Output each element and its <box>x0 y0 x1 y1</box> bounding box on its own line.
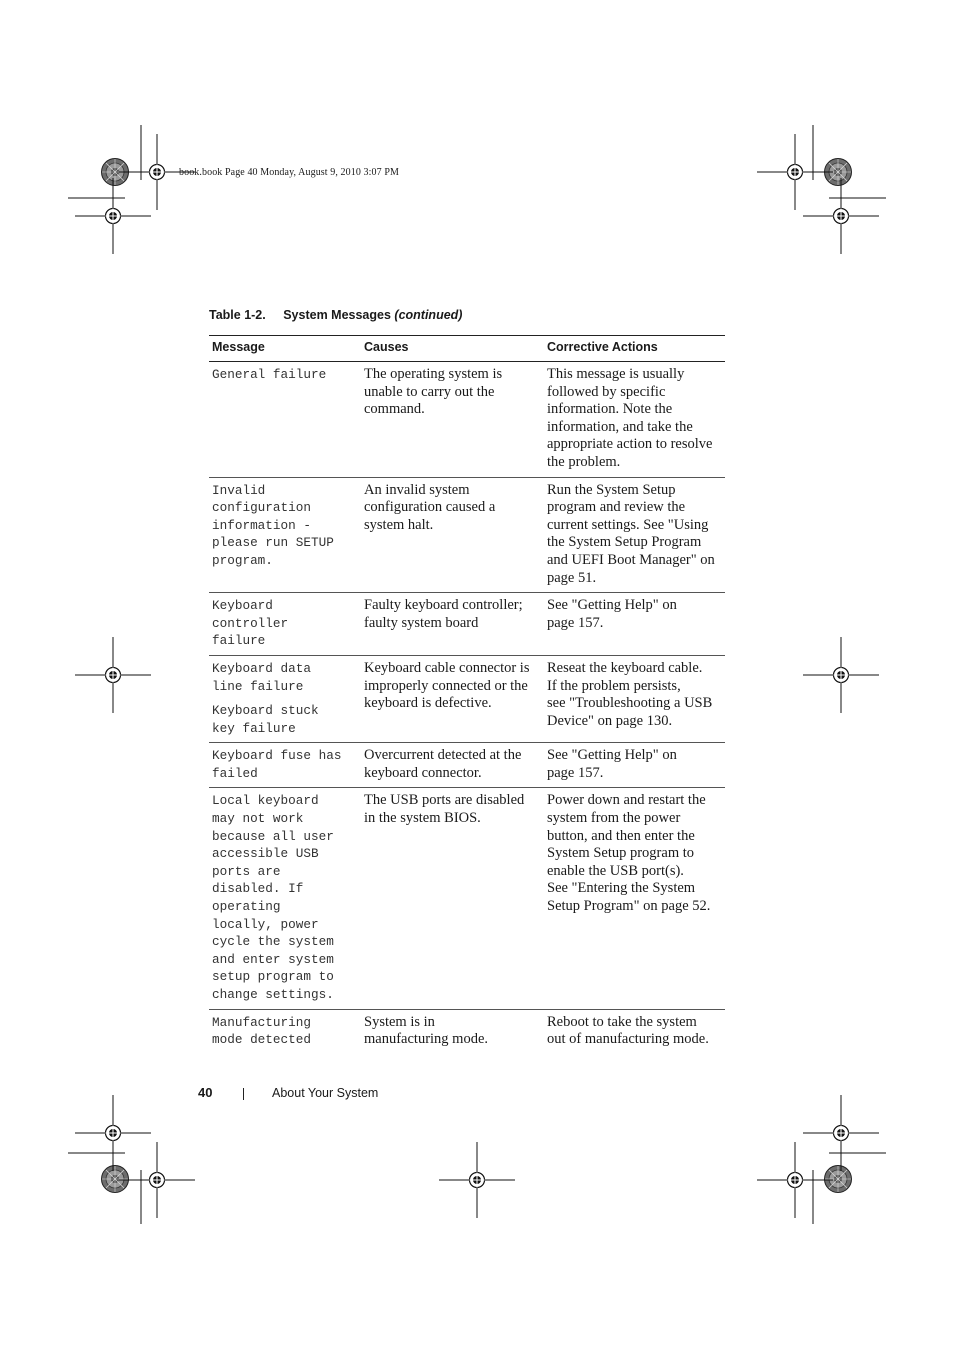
message-line: mode detected <box>212 1032 311 1048</box>
actions-line: information. Note the <box>547 401 673 418</box>
actions-line: information, and take the <box>547 418 693 435</box>
table-header-row <box>209 336 725 362</box>
system-messages-table <box>209 335 725 1054</box>
actions-line: Power down and restart the <box>547 792 706 809</box>
causes-line: The operating system is <box>364 366 503 382</box>
message-line: controller <box>212 615 289 631</box>
message-line: Keyboard <box>212 598 273 614</box>
actions-line: Setup Program" on page 52. <box>547 898 711 915</box>
message-line: please run SETUP <box>212 535 334 551</box>
message-line: ports are <box>212 863 281 879</box>
causes-line: manufacturing mode. <box>364 1031 489 1048</box>
actions-line: page 157. <box>547 614 604 631</box>
message-line: Keyboard fuse has <box>212 748 342 764</box>
message-line: may not work <box>212 811 304 827</box>
message-line: Local keyboard <box>212 793 319 809</box>
causes-line: The USB ports are disabled <box>364 792 525 809</box>
actions-line: the System Setup Program <box>547 534 702 551</box>
actions-line: System Setup program to <box>547 845 695 862</box>
actions-line: appropriate action to resolve <box>547 436 713 453</box>
message-line: Manufacturing <box>212 1014 311 1030</box>
print-header: book.book Page 40 Monday, August 9, 2010 3:07 PM <box>179 167 399 178</box>
corrective-actions-cell <box>544 593 725 656</box>
table-row <box>209 477 725 593</box>
message-line: locally, power <box>212 916 319 932</box>
causes-line: unable to carry out the <box>364 383 495 400</box>
causes-line: configuration caused a <box>364 499 496 516</box>
table-caption <box>209 308 462 322</box>
column-header-message: Message <box>209 336 361 362</box>
table-caption-label: Table 1-2. <box>209 308 266 322</box>
message-line: failed <box>212 765 258 781</box>
table-row <box>209 593 725 656</box>
footer-section-title: About Your System <box>272 1086 379 1100</box>
causes-cell <box>361 655 544 742</box>
table-row <box>209 655 725 742</box>
actions-line: out of manufacturing mode. <box>547 1031 709 1048</box>
causes-cell <box>361 362 544 478</box>
actions-line: See "Getting Help" on <box>547 597 677 614</box>
message-line: Invalid <box>212 482 266 498</box>
message-cell <box>209 362 361 478</box>
table-body <box>209 362 725 1054</box>
message-cell <box>209 743 361 788</box>
message-line: failure <box>212 633 266 649</box>
actions-line: Reboot to take the system <box>547 1013 697 1030</box>
actions-line: button, and then enter the <box>547 827 695 844</box>
actions-line: See "Entering the System <box>547 880 696 897</box>
causes-line: system halt. <box>364 516 434 533</box>
actions-line: program and review the <box>547 499 686 516</box>
actions-line: Run the System Setup <box>547 481 676 498</box>
message-line: key failure <box>212 720 296 736</box>
causes-line: keyboard is defective. <box>364 695 492 712</box>
message-line: because all user <box>212 828 334 844</box>
message-line: Keyboard data <box>212 660 311 676</box>
message-line: accessible USB <box>212 846 319 862</box>
actions-line: followed by specific <box>547 383 666 400</box>
causes-line: System is in <box>364 1013 435 1030</box>
causes-line: in the system BIOS. <box>364 810 481 827</box>
actions-line: If the problem persists, <box>547 677 681 694</box>
causes-cell <box>361 788 544 1009</box>
message-spacer <box>212 695 358 702</box>
corrective-actions-cell <box>544 1009 725 1054</box>
table-row <box>209 362 725 478</box>
message-line: disabled. If <box>212 881 304 897</box>
message-line: operating <box>212 899 281 915</box>
message-cell <box>209 1009 361 1054</box>
message-line: program. <box>212 552 273 568</box>
corrective-actions-cell <box>544 655 725 742</box>
causes-cell <box>361 477 544 593</box>
table-caption-note: (continued) <box>394 308 463 322</box>
message-line: cycle the system <box>212 934 334 950</box>
message-cell <box>209 477 361 593</box>
causes-line: keyboard connector. <box>364 764 482 781</box>
message-cell <box>209 593 361 656</box>
actions-line: Reseat the keyboard cable. <box>547 659 703 676</box>
message-line: setup program to <box>212 969 334 985</box>
footer-divider <box>243 1088 244 1100</box>
actions-line: the problem. <box>547 453 621 470</box>
message-line: line failure <box>212 678 304 694</box>
causes-line: improperly connected or the <box>364 677 528 694</box>
column-header-corrective-actions: Corrective Actions <box>544 336 725 362</box>
causes-line: Faulty keyboard controller; <box>364 597 523 614</box>
actions-line: page 51. <box>547 569 597 586</box>
causes-cell <box>361 593 544 656</box>
actions-line: enable the USB port(s). <box>547 862 684 879</box>
actions-line: page 157. <box>547 764 604 781</box>
causes-cell <box>361 743 544 788</box>
table-row <box>209 1009 725 1054</box>
message-line: General failure <box>212 367 327 382</box>
message-line: configuration <box>212 500 311 516</box>
message-cell <box>209 655 361 742</box>
column-header-causes: Causes <box>361 336 544 362</box>
actions-line: This message is usually <box>547 366 685 382</box>
table-caption-title: System Messages <box>283 308 391 322</box>
actions-line: see "Troubleshooting a USB <box>547 695 713 712</box>
actions-line: and UEFI Boot Manager" on <box>547 551 715 568</box>
actions-line: Device" on page 130. <box>547 712 673 729</box>
causes-line: faulty system board <box>364 614 479 631</box>
corrective-actions-cell <box>544 788 725 1009</box>
actions-line: system from the power <box>547 810 681 827</box>
table-row <box>209 788 725 1009</box>
page-number: 40 <box>198 1085 213 1100</box>
causes-line: An invalid system <box>364 481 470 498</box>
causes-line: Keyboard cable connector is <box>364 659 530 676</box>
message-line: and enter system <box>212 951 334 967</box>
corrective-actions-cell <box>544 743 725 788</box>
corrective-actions-cell <box>544 477 725 593</box>
message-line: Keyboard stuck <box>212 703 319 719</box>
message-line: change settings. <box>212 987 334 1002</box>
actions-line: See "Getting Help" on <box>547 747 677 764</box>
causes-line: Overcurrent detected at the <box>364 747 522 764</box>
message-line: information - <box>212 517 311 533</box>
actions-line: current settings. See "Using <box>547 516 709 533</box>
message-cell <box>209 788 361 1009</box>
causes-line: command. <box>364 401 425 418</box>
table-row <box>209 743 725 788</box>
causes-cell <box>361 1009 544 1054</box>
corrective-actions-cell <box>544 362 725 478</box>
